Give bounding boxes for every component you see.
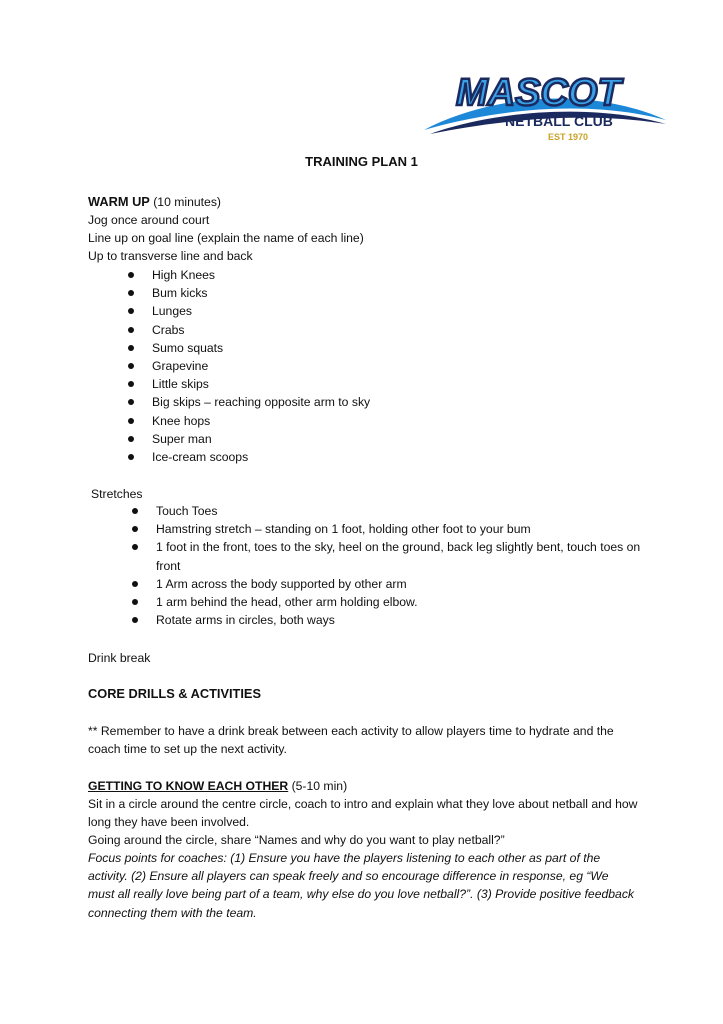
list-item: 1 foot in the front, toes to the sky, heel on the ground, back leg slightly bent, touch toes on front bbox=[156, 538, 646, 574]
list-item: Sumo squats bbox=[152, 339, 370, 357]
coach-focus-points: Focus points for coaches: (1) Ensure you have the players listening to each other as part of the activity. (2) Ensure all players can speak freely and so encourage difference in response, eg “We must all really love being part of a team, why else do you love netball?”. (3) Provide positive feedback connecting them with the team. bbox=[88, 851, 635, 920]
logo-est: EST 1970 bbox=[548, 132, 589, 142]
warm-up-line: Up to transverse line and back bbox=[88, 249, 253, 263]
club-logo bbox=[420, 60, 670, 150]
list-item: Crabs bbox=[152, 321, 370, 339]
core-drills-heading: CORE DRILLS & ACTIVITIES bbox=[88, 686, 262, 701]
logo-name: MASCOT bbox=[456, 72, 621, 114]
list-item: 1 Arm across the body supported by other arm bbox=[156, 575, 646, 593]
getting-to-know-share: Going around the circle, share “Names and why do you want to play netball?” bbox=[88, 833, 505, 847]
warm-up-heading-line bbox=[88, 193, 221, 211]
getting-to-know-duration: (5-10 min) bbox=[291, 779, 348, 793]
list-item: Bum kicks bbox=[152, 284, 370, 302]
warm-up-list bbox=[152, 266, 370, 466]
mascot-logo-graphic bbox=[420, 60, 670, 150]
stretches-heading: Stretches bbox=[91, 487, 143, 501]
warm-up-heading: WARM UP bbox=[88, 194, 150, 209]
list-item: Ice-cream scoops bbox=[152, 448, 370, 466]
list-item: Grapevine bbox=[152, 357, 370, 375]
list-item: Hamstring stretch – standing on 1 foot, holding other foot to your bum bbox=[156, 520, 646, 538]
list-item: Rotate arms in circles, both ways bbox=[156, 611, 646, 629]
list-item: Lunges bbox=[152, 302, 370, 320]
page-title: TRAINING PLAN 1 bbox=[305, 154, 418, 169]
warm-up-duration: (10 minutes) bbox=[153, 195, 221, 209]
warm-up-line: Line up on goal line (explain the name of each line) bbox=[88, 231, 364, 245]
logo-subtitle: NETBALL CLUB bbox=[505, 113, 613, 129]
getting-to-know-heading-line bbox=[88, 777, 347, 795]
list-item: Touch Toes bbox=[156, 502, 646, 520]
list-item: Little skips bbox=[152, 375, 370, 393]
getting-to-know-heading: GETTING TO KNOW EACH OTHER bbox=[88, 779, 289, 793]
drink-break: Drink break bbox=[88, 651, 151, 665]
list-item: 1 arm behind the head, other arm holding elbow. bbox=[156, 593, 646, 611]
drink-reminder: ** Remember to have a drink break between each activity to allow players time to hydrate and the coach time to set up the next activity. bbox=[88, 724, 614, 757]
list-item: Knee hops bbox=[152, 412, 370, 430]
list-item: Super man bbox=[152, 430, 370, 448]
getting-to-know-text: Sit in a circle around the centre circle, coach to intro and explain what they love about netball and how long they have been involved. bbox=[88, 797, 638, 830]
list-item: High Knees bbox=[152, 266, 370, 284]
stretches-list bbox=[156, 502, 646, 629]
list-item: Big skips – reaching opposite arm to sky bbox=[152, 393, 370, 411]
warm-up-line: Jog once around court bbox=[88, 213, 210, 227]
